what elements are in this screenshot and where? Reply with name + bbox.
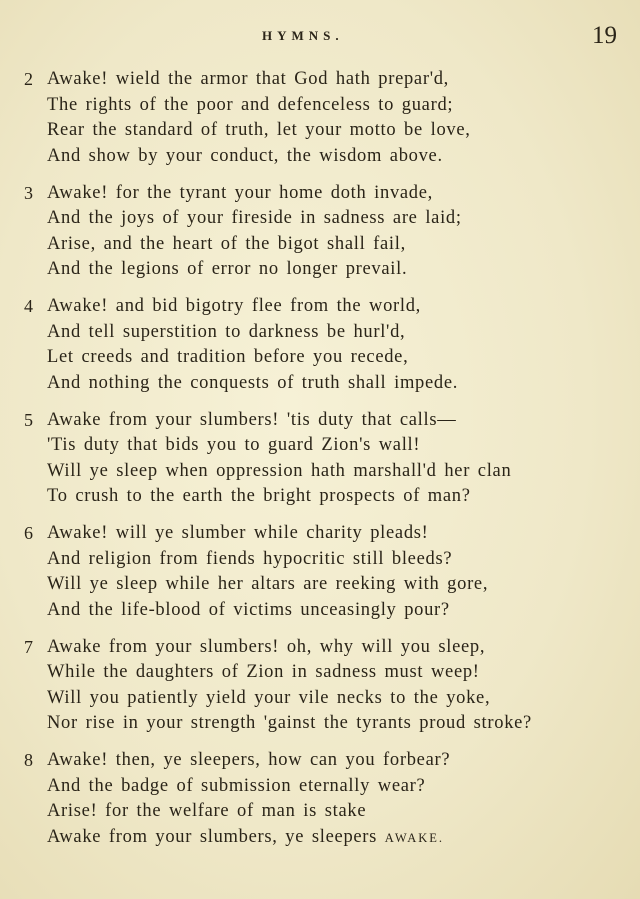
verse-line xyxy=(47,825,640,852)
page-header xyxy=(0,22,640,50)
stanza-number: 2 xyxy=(24,69,33,89)
verse-line: Awake from your slumbers! 'tis duty that calls— xyxy=(47,409,457,430)
verse-line: Will you patiently yield your vile necks to the yoke, xyxy=(47,687,491,708)
verse-line: And nothing the conquests of truth shall impede. xyxy=(47,372,459,393)
stanza xyxy=(0,635,640,737)
stanza xyxy=(0,408,640,510)
verse-text: Awake from your slumbers, ye sleepers xyxy=(47,826,385,847)
verse-line: The rights of the poor and defenceless to guard; xyxy=(47,94,454,115)
verse-line: Arise, and the heart of the bigot shall fail, xyxy=(47,233,406,254)
verse-line: Rear the standard of truth, let your motto be love, xyxy=(47,120,471,140)
stanza xyxy=(0,521,640,623)
verse-line: Let creeds and tradition before you recede, xyxy=(47,347,409,367)
verse-line: And show by your conduct, the wisdom above. xyxy=(47,145,443,166)
verse-line: Awake! and bid bigotry flee from the world, xyxy=(47,296,421,316)
stanza-number: 8 xyxy=(24,750,33,770)
stanza-number: 6 xyxy=(24,523,33,543)
stanza-number: 5 xyxy=(24,409,33,430)
verse-line: Will ye sleep when oppression hath marshall'd her clan xyxy=(47,460,512,481)
verse-line: And the joys of your fireside in sadness are laid; xyxy=(47,208,462,228)
verse-line: To crush to the earth the bright prospects of man? xyxy=(47,486,471,506)
verse-line: Will ye sleep while her altars are reeking with gore, xyxy=(47,574,489,594)
small-caps-word: AWAKE. xyxy=(384,830,445,845)
hymn-stanzas xyxy=(0,67,640,863)
verse-line: And religion from fiends hypocritic still bleeds? xyxy=(47,548,453,569)
verse-line: Awake! will ye slumber while charity pleads! xyxy=(47,523,429,543)
verse-line: Awake! wield the armor that God hath prepar'd, xyxy=(47,69,450,89)
stanza-number: 4 xyxy=(24,296,33,316)
page-number: 19 xyxy=(592,22,617,49)
running-title: HYMNS. xyxy=(262,28,344,43)
verse-line: And the life-blood of victims unceasingly pour? xyxy=(47,599,450,620)
stanza xyxy=(0,181,640,283)
verse-line: Arise! for the welfare of man is stake xyxy=(47,801,367,821)
stanza xyxy=(0,748,640,851)
verse-line: Awake! for the tyrant your home doth invade, xyxy=(47,182,433,203)
verse-line: And tell superstition to darkness be hurl'd, xyxy=(47,321,406,342)
verse-line: Awake from your slumbers! oh, why will you sleep, xyxy=(47,636,486,657)
verse-line: While the daughters of Zion in sadness must weep! xyxy=(47,662,480,682)
stanza-number: 3 xyxy=(24,182,33,203)
verse-line: And the badge of submission eternally wear? xyxy=(47,775,426,796)
stanza xyxy=(0,67,640,169)
stanza xyxy=(0,294,640,396)
stanza-number: 7 xyxy=(24,636,33,657)
verse-line: Nor rise in your strength 'gainst the tyrants proud stroke? xyxy=(47,713,532,733)
verse-line: Awake! then, ye sleepers, how can you forbear? xyxy=(47,750,451,770)
verse-line: 'Tis duty that bids you to guard Zion's wall! xyxy=(47,435,421,455)
verse-line: And the legions of error no longer prevail. xyxy=(47,259,408,279)
